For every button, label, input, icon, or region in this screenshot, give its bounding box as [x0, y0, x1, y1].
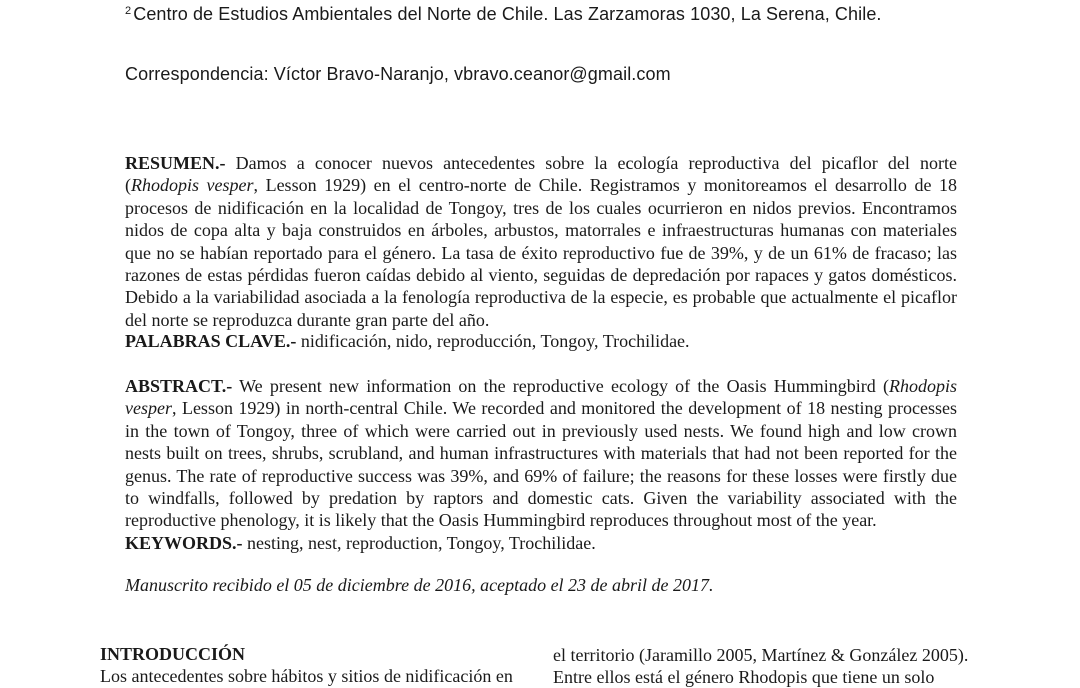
affiliation-2	[125, 4, 882, 25]
keywords-text: nesting, nest, reproduction, Tongoy, Trochilidae.	[242, 533, 596, 553]
palabras-clave-text: nidificación, nido, reproducción, Tongoy, Trochilidae.	[296, 331, 690, 351]
abstract-species: Rhodopis vesper	[125, 376, 957, 419]
abstract-label: ABSTRACT.-	[125, 376, 233, 396]
body-text-left-column: Los antecedentes sobre hábitos y sitios de nidificación en	[100, 666, 513, 686]
resumen-text-2: , Lesson 1929) en el centro-norte de Chile. Registramos y monitoreamos el desarrollo de 18 procesos de nidificación en la localidad de Tongoy, tres de los cuales ocurrieron en nidos previos. Encontramos nidos de copa alta y baja construidos en árboles, arbustos, matorrales e infraestructuras humanas con materiales que no se habían reportado para el género. La tasa de éxito reproductivo fue de 39%, y de un 61% de fracaso; las razones de estas pérdidas fueron caídas debido al viento, seguidas de depredación por rapaces y gatos domésticos. Debido a la variabilidad asociada a la fenología reproductiva de la especie, es probable que actualmente el picaflor del norte se reproduzca durante gran parte del año.	[125, 175, 957, 330]
affiliation-marker: 2	[125, 5, 132, 17]
palabras-clave-label: PALABRAS CLAVE.-	[125, 331, 297, 351]
palabras-clave	[125, 330, 957, 352]
resumen-label: RESUMEN.-	[125, 153, 226, 173]
affiliation-text: Centro de Estudios Ambientales del Norte de Chile. Las Zarzamoras 1030, La Serena, Chile.	[133, 4, 882, 24]
body-text-right-column-line-2: Entre ellos está el género Rhodopis que tiene un solo	[553, 667, 935, 687]
manuscript-dates: Manuscrito recibido el 05 de diciembre de 2016, aceptado el 23 de abril de 2017.	[125, 575, 714, 595]
correspondence: Correspondencia: Víctor Bravo-Naranjo, vbravo.ceanor@gmail.com	[125, 64, 671, 84]
abstract-text-2: , Lesson 1929) in north-central Chile. We recorded and monitored the development of 18 nesting processes in the town of Tongoy, three of which were carried out in previously used nests. We found high and low crown nests built on trees, shrubs, scrubland, and human infrastructures with materials that had not been reported for the genus. The rate of reproductive success was 39%, and 69% of failure; the reasons for these losses were firstly due to windfalls, followed by predation by raptors and domestic cats. Given the variability associated with the reproductive phenology, it is likely that the Oasis Hummingbird reproduces throughout most of the year.	[125, 398, 957, 531]
section-heading-introduccion: INTRODUCCIÓN	[100, 644, 246, 664]
resumen-paragraph	[125, 152, 957, 331]
abstract-paragraph	[125, 375, 957, 532]
resumen-species: Rhodopis vesper	[131, 175, 254, 196]
body-text-right-column-line-1: el territorio (Jaramillo 2005, Martínez & González 2005).	[553, 645, 969, 665]
resumen-text-1: Damos a conocer nuevos antecedentes sobre la ecología reproductiva del picaflor del norte (	[125, 153, 957, 196]
keywords	[125, 532, 957, 554]
abstract-text-1: We present new information on the reproductive ecology of the Oasis Hummingbird (	[232, 376, 889, 396]
keywords-label: KEYWORDS.-	[125, 533, 243, 553]
